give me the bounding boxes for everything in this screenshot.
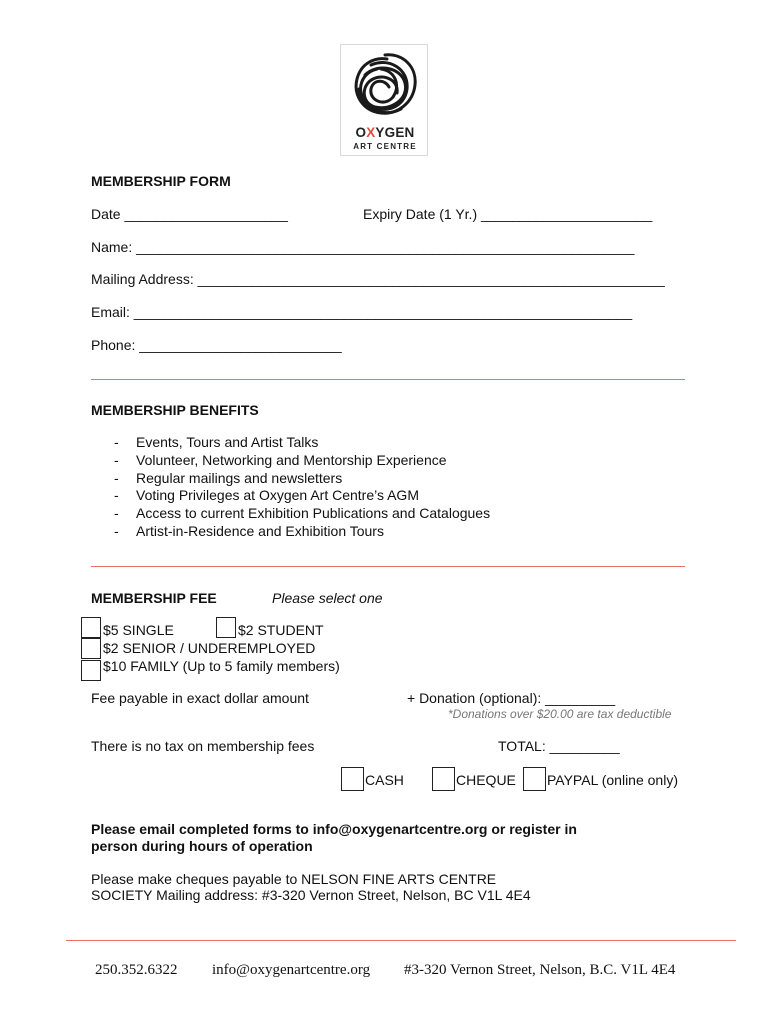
benefits-title: MEMBERSHIP BENEFITS: [91, 402, 259, 418]
senior-option-label: $2 SENIOR / UNDEREMPLOYED: [103, 640, 316, 656]
senior-checkbox[interactable]: [81, 638, 101, 659]
fee-title: MEMBERSHIP FEE: [91, 590, 217, 606]
paypal-label: PAYPAL (online only): [547, 772, 678, 788]
date-field[interactable]: Date _____________________: [91, 206, 288, 222]
name-field[interactable]: Name: ________________________________________________________________: [91, 239, 635, 255]
email-instructions-line1: Please email completed forms to info@oxygenartcentre.org or register in: [91, 821, 577, 837]
phone-field[interactable]: Phone: __________________________: [91, 337, 342, 353]
single-option-label: $5 SINGLE: [103, 622, 174, 638]
cheque-instructions-line1: Please make cheques payable to NELSON FINE ARTS CENTRE: [91, 871, 497, 887]
oxygen-logo: [340, 44, 428, 156]
cheque-instructions-line2: SOCIETY Mailing address: #3-320 Vernon Street, Nelson, BC V1L 4E4: [91, 887, 531, 903]
scribble-circle-icon: [341, 45, 429, 127]
single-checkbox[interactable]: [81, 617, 101, 638]
list-item: - Regular mailings and newsletters: [114, 469, 343, 486]
list-item: - Artist-in-Residence and Exhibition Tours: [114, 522, 384, 539]
family-option-label: $10 FAMILY (Up to 5 family members): [103, 658, 340, 674]
select-note: Please select one: [272, 590, 383, 606]
cheque-label: CHEQUE: [456, 772, 516, 788]
email-field[interactable]: Email: ________________________________________________________________: [91, 304, 633, 320]
student-option-label: $2 STUDENT: [238, 622, 324, 638]
footer-address: #3-320 Vernon Street, Nelson, B.C. V1L 4E4: [404, 962, 676, 978]
benefits-list: [92, 434, 490, 541]
tax-note: There is no tax on membership fees: [91, 738, 315, 754]
footer-email: info@oxygenartcentre.org: [212, 962, 371, 978]
list-item: - Voting Privileges at Oxygen Art Centre’s AGM: [114, 487, 419, 504]
mailing-address-field[interactable]: Mailing Address: ____________________________________________________________: [91, 271, 665, 287]
donation-field[interactable]: + Donation (optional): _________: [407, 690, 616, 706]
section-divider: [91, 379, 685, 380]
form-title: MEMBERSHIP FORM: [91, 173, 231, 189]
section-divider: [91, 566, 685, 567]
cash-checkbox[interactable]: [341, 767, 364, 791]
paypal-checkbox[interactable]: [523, 767, 546, 791]
footer-divider: [66, 940, 736, 941]
total-field[interactable]: TOTAL: _________: [498, 738, 620, 754]
expiry-date-field[interactable]: Expiry Date (1 Yr.) ______________________: [363, 206, 653, 222]
list-item: - Access to current Exhibition Publications and Catalogues: [114, 505, 491, 522]
payable-note: Fee payable in exact dollar amount: [91, 690, 309, 706]
logo-wordmark: OXYGEN: [355, 125, 415, 140]
footer-phone: 250.352.6322: [95, 962, 178, 978]
cheque-checkbox[interactable]: [432, 767, 455, 791]
cash-label: CASH: [365, 772, 404, 788]
family-checkbox[interactable]: [81, 660, 101, 681]
list-item: - Events, Tours and Artist Talks: [114, 434, 319, 450]
logo-subtitle: ART CENTRE: [353, 142, 417, 151]
student-checkbox[interactable]: [216, 617, 236, 638]
donation-note: *Donations over $20.00 are tax deductible: [448, 707, 672, 721]
list-item: - Volunteer, Networking and Mentorship Experience: [114, 451, 447, 468]
email-instructions-line2: person during hours of operation: [91, 838, 313, 854]
